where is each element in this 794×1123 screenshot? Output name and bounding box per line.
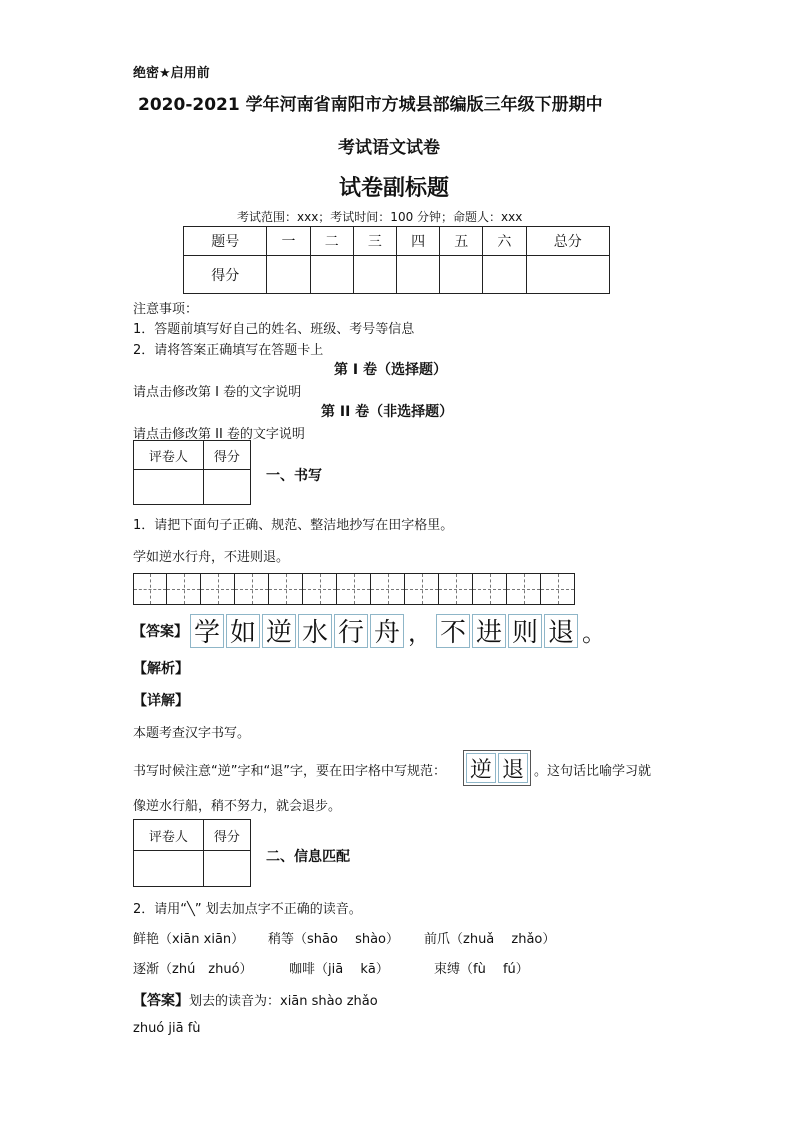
- section2-answer-label: 【答案】: [133, 993, 189, 1009]
- score-header-cell: 一: [267, 227, 310, 256]
- grader-reviewer-label: 评卷人: [134, 441, 204, 470]
- tianzige-cell[interactable]: [303, 573, 337, 605]
- notes-item: 2．请将答案正确填写在答题卡上: [133, 343, 324, 358]
- grader-reviewer-cell[interactable]: [134, 470, 204, 505]
- tianzige-cell[interactable]: [541, 573, 575, 605]
- exam-info: 考试范围：xxx；考试时间：100 分钟；命题人：xxx: [237, 210, 523, 224]
- pinyin-item: 稍等（shāo shào）: [268, 932, 399, 947]
- score-header-cell: 二: [310, 227, 353, 256]
- exam-title-line1: 2020-2021 学年河南省南阳市方城县部编版三年级下册期中: [138, 95, 603, 115]
- answer-char: 学: [190, 614, 224, 648]
- score-header-cell: 题号: [184, 227, 267, 256]
- score-input-cell[interactable]: [396, 256, 439, 294]
- answer-char: 不: [436, 614, 470, 648]
- score-header-cell: 总分: [526, 227, 610, 256]
- grader-score-label: 得分: [203, 820, 250, 851]
- detail-text: 本题考查汉字书写。: [133, 726, 251, 741]
- grader-reviewer-label: 评卷人: [134, 820, 204, 851]
- answer-comma: ，: [408, 619, 432, 647]
- score-header-cell: 四: [396, 227, 439, 256]
- grader-table-2: [133, 819, 251, 887]
- volume1-title: 第 I 卷（选择题）: [334, 362, 447, 378]
- tianzige-cell[interactable]: [269, 573, 303, 605]
- grader-score-label: 得分: [203, 441, 250, 470]
- exam-title-line2: 考试语文试卷: [338, 138, 440, 158]
- explain-text-line2: 像逆水行船，稍不努力，就会退步。: [133, 799, 342, 814]
- tianzige-cell[interactable]: [167, 573, 201, 605]
- score-table-score-row: [184, 256, 610, 294]
- tianzige-cell[interactable]: [133, 573, 167, 605]
- score-input-cell[interactable]: [353, 256, 396, 294]
- score-table: [183, 226, 610, 294]
- section1-sentence: 学如逆水行舟，不进则退。: [133, 550, 290, 565]
- explain-text-post: 。这句话比喻学习就: [534, 764, 652, 779]
- tianzige-cell[interactable]: [405, 573, 439, 605]
- answer-char: 则: [508, 614, 542, 648]
- score-row-label: 得分: [184, 256, 267, 294]
- section1-heading: 一、书写: [266, 468, 322, 484]
- tianzige-cell[interactable]: [473, 573, 507, 605]
- section2-answer-line2: zhuó jiā fù: [133, 1021, 201, 1036]
- answer-char: 行: [334, 614, 368, 648]
- notes-item: 1．答题前填写好自己的姓名、班级、考号等信息: [133, 322, 415, 337]
- score-input-cell[interactable]: [267, 256, 310, 294]
- score-header-cell: 三: [353, 227, 396, 256]
- answer-char: 水: [298, 614, 332, 648]
- explain-char: 逆: [466, 753, 496, 783]
- section2-question: 2．请用“╲” 划去加点字不正确的读音。: [133, 902, 362, 917]
- tianzige-cell[interactable]: [201, 573, 235, 605]
- section1-question: 1．请把下面句子正确、规范、整洁地抄写在田字格里。: [133, 518, 454, 533]
- volume1-desc[interactable]: 请点击修改第 I 卷的文字说明: [133, 385, 302, 400]
- explain-char: 退: [498, 753, 528, 783]
- answer-char: 如: [226, 614, 260, 648]
- tianzige-cell[interactable]: [507, 573, 541, 605]
- score-input-cell[interactable]: [440, 256, 483, 294]
- answer-char: 舟: [370, 614, 404, 648]
- answer-char: 进: [472, 614, 506, 648]
- score-table-header-row: [184, 227, 610, 256]
- analysis-label: 【解析】: [133, 661, 189, 677]
- score-header-cell: 六: [483, 227, 526, 256]
- score-header-cell: 五: [440, 227, 483, 256]
- exam-subtitle: 试卷副标题: [339, 176, 450, 201]
- volume2-title: 第 II 卷（非选择题）: [321, 404, 454, 420]
- pinyin-item: 束缚（fù fú）: [434, 962, 529, 977]
- answer-char: 退: [544, 614, 578, 648]
- explain-char-box: [463, 750, 531, 786]
- tianzige-cell[interactable]: [371, 573, 405, 605]
- grader-score-cell[interactable]: [203, 851, 250, 887]
- grader-score-cell[interactable]: [203, 470, 250, 505]
- grader-table-1: [133, 440, 251, 505]
- explain-text-pre: 书写时候注意“逆”字和“退”字，要在田字格中写规范：: [133, 764, 446, 779]
- answer-period: 。: [582, 619, 606, 647]
- section2-heading: 二、信息匹配: [266, 849, 350, 865]
- score-input-cell[interactable]: [483, 256, 526, 294]
- score-input-cell[interactable]: [310, 256, 353, 294]
- pinyin-item: 咖啡（jiā kā）: [289, 962, 389, 977]
- pinyin-item: 鲜艳（xiān xiān）: [133, 932, 245, 947]
- tianzige-cell[interactable]: [439, 573, 473, 605]
- score-input-cell[interactable]: [526, 256, 610, 294]
- section2-answer-text: 划去的读音为：xiān shào zhǎo: [189, 994, 378, 1009]
- grader-reviewer-cell[interactable]: [134, 851, 204, 887]
- answer-row: [132, 613, 610, 648]
- detail-label: 【详解】: [133, 693, 189, 709]
- answer-label: 【答案】: [132, 623, 188, 640]
- tianzige-grid[interactable]: [133, 573, 575, 605]
- pinyin-item: 逐渐（zhú zhuó）: [133, 962, 253, 977]
- tianzige-cell[interactable]: [235, 573, 269, 605]
- answer-char: 逆: [262, 614, 296, 648]
- section2-answer: [133, 990, 378, 1010]
- tianzige-cell[interactable]: [337, 573, 371, 605]
- notes-title: 注意事项：: [133, 302, 199, 317]
- confidential-label: 绝密★启用前: [133, 66, 210, 81]
- pinyin-item: 前爪（zhuǎ zhǎo）: [424, 932, 556, 947]
- volume2-desc[interactable]: 请点击修改第 II 卷的文字说明: [133, 427, 305, 442]
